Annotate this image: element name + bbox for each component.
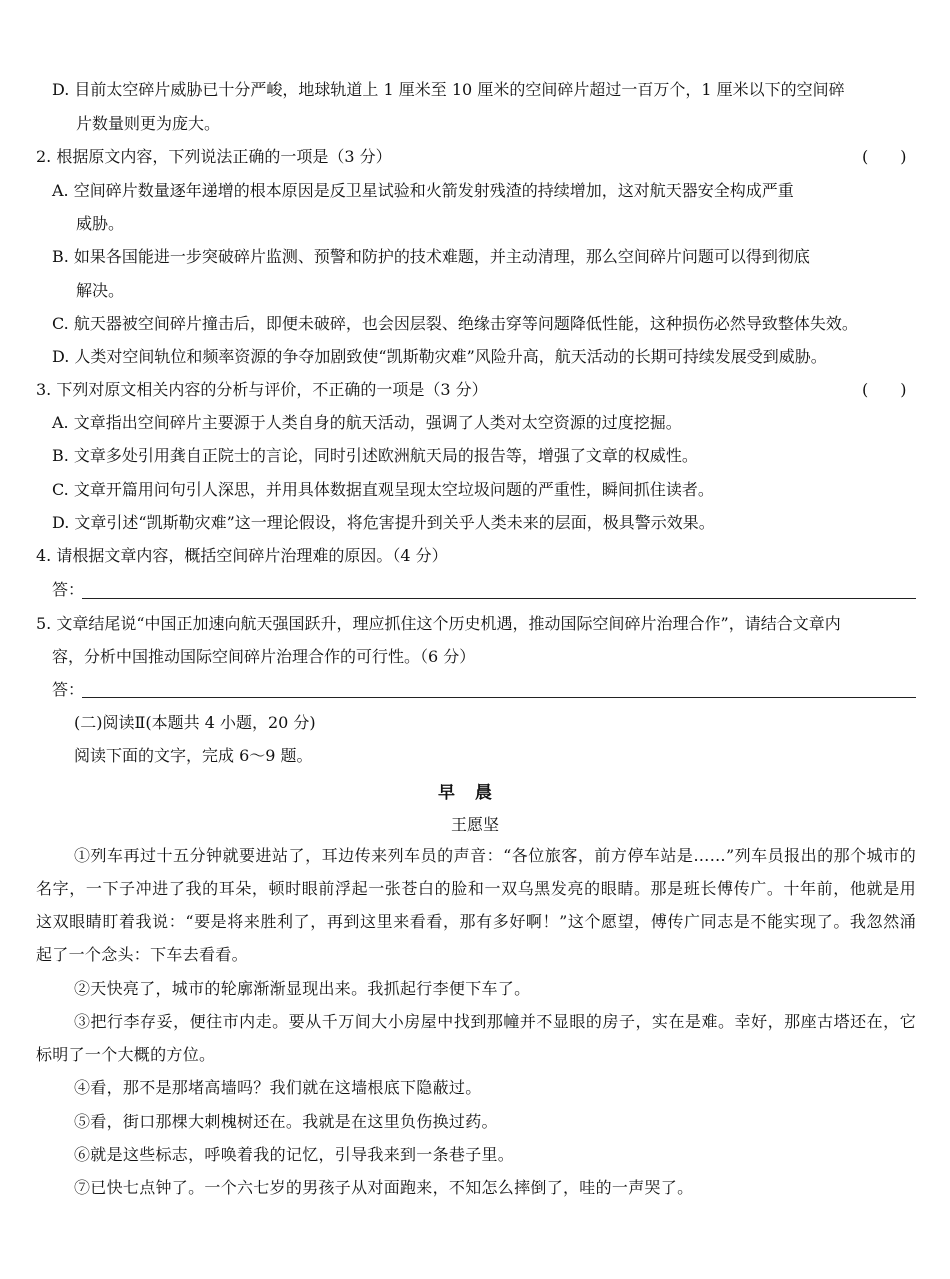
q2-option-d: D. 人类对空间轨位和频率资源的争夺加剧致使“凯斯勒灾难”风险升高，航天活动的长期可持续发展受到威胁。 xyxy=(52,347,827,366)
q1-option-d-line1: D. 目前太空碎片威胁已十分严峻，地球轨道上 1 厘米至 10 厘米的空间碎片超过一百万个，1 厘米以下的空间碎 xyxy=(52,80,845,99)
q1-option-d-line2: 片数量则更为庞大。 xyxy=(76,114,221,133)
q3-option-d: D. 文章引述“凯斯勒灾难”这一理论假设，将危害提升到关乎人类未来的层面，极具警示效果。 xyxy=(52,513,715,532)
story-author: 王愿坚 xyxy=(450,815,499,834)
q5-stem-line2: 容，分析中国推动国际空间碎片治理合作的可行性。（6 分） xyxy=(52,647,476,666)
story-paragraph-4: ④看，那不是那堵高墙吗？我们就在这墙根底下隐蔽过。 xyxy=(74,1078,482,1097)
q3-option-c: C. 文章开篇用问句引人深思，并用具体数据直观呈现太空垃圾问题的严重性，瞬间抓住读者。 xyxy=(52,480,714,499)
story-paragraph-2: ②天快亮了，城市的轮廓渐渐显现出来。我抓起行李便下车了。 xyxy=(74,979,531,998)
q5-answer-line[interactable] xyxy=(82,697,916,698)
q5-answer-label: 答： xyxy=(52,680,85,699)
q5-stem-line1: 5. 文章结尾说“中国正加速向航天强国跃升，理应抓住这个历史机遇，推动国际空间碎片治理合作”，请结合文章内 xyxy=(36,614,841,633)
q3-stem: 3. 下列对原文相关内容的分析与评价，不正确的一项是（3 分） xyxy=(36,380,488,399)
q2-option-c: C. 航天器被空间碎片撞击后，即便未破碎，也会因层裂、绝缘击穿等问题降低性能，这种损伤必然导致整体失效。 xyxy=(52,314,858,333)
q2-option-a-line1: A. 空间碎片数量逐年递增的根本原因是反卫星试验和火箭发射残渣的持续增加，这对航天器安全构成严重 xyxy=(52,181,794,200)
story-paragraph-6: ⑥就是这些标志，呼唤着我的记忆，引导我来到一条巷子里。 xyxy=(74,1145,515,1164)
q4-answer-line[interactable] xyxy=(82,598,916,599)
q3-answer-bracket: ( ) xyxy=(862,380,907,399)
q3-option-a: A. 文章指出空间碎片主要源于人类自身的航天活动，强调了人类对太空资源的过度挖掘。 xyxy=(52,413,682,432)
q2-option-a-line2: 威胁。 xyxy=(76,214,125,233)
section2-heading: (二)阅读Ⅱ(本题共 4 小题，20 分) xyxy=(74,713,316,732)
story-paragraph-3: ③把行李存妥，便往市内走。要从千万间大小房屋中找到那幢并不显眼的房子，实在是难。幸好，那座古塔还在，它标明了一个大概的方位。 xyxy=(36,1012,916,1064)
q2-stem: 2. 根据原文内容，下列说法正确的一项是（3 分） xyxy=(36,147,392,166)
story-title: 早晨 xyxy=(438,783,512,803)
story-paragraph-5: ⑤看，街口那棵大刺槐树还在。我就是在这里负伤换过药。 xyxy=(74,1112,498,1131)
story-paragraph-7: ⑦已快七点钟了。一个六七岁的男孩子从对面跑来，不知怎么摔倒了，哇的一声哭了。 xyxy=(74,1178,694,1197)
story-paragraph-1: ①列车再过十五分钟就要进站了，耳边传来列车员的声音：“各位旅客，前方停车站是……”列车员报出的那个城市的名字，一下子冲进了我的耳朵，顿时眼前浮起一张苍白的脸和一双乌黑发亮的眼睛。那是班长傅传广。十年前，他就是用这双眼睛盯着我说：“要是将来胜利了，再到这里来看看，那有多好啊！”这个愿望，傅传广同志是不能实现了。我忽然涌起了一个念头：下车去看看。 xyxy=(36,846,916,964)
q4-stem: 4. 请根据文章内容，概括空间碎片治理难的原因。（4 分） xyxy=(36,546,448,565)
q2-option-b-line1: B. 如果各国能进一步突破碎片监测、预警和防护的技术难题，并主动清理，那么空间碎片问题可以得到彻底 xyxy=(52,247,810,266)
q4-answer-label: 答： xyxy=(52,580,85,599)
section2-instruction: 阅读下面的文字，完成 6～9 题。 xyxy=(74,746,313,765)
q2-answer-bracket: ( ) xyxy=(862,147,907,166)
q3-option-b: B. 文章多处引用龚自正院士的言论，同时引述欧洲航天局的报告等，增强了文章的权威性。 xyxy=(52,446,698,465)
q2-option-b-line2: 解决。 xyxy=(76,281,125,300)
